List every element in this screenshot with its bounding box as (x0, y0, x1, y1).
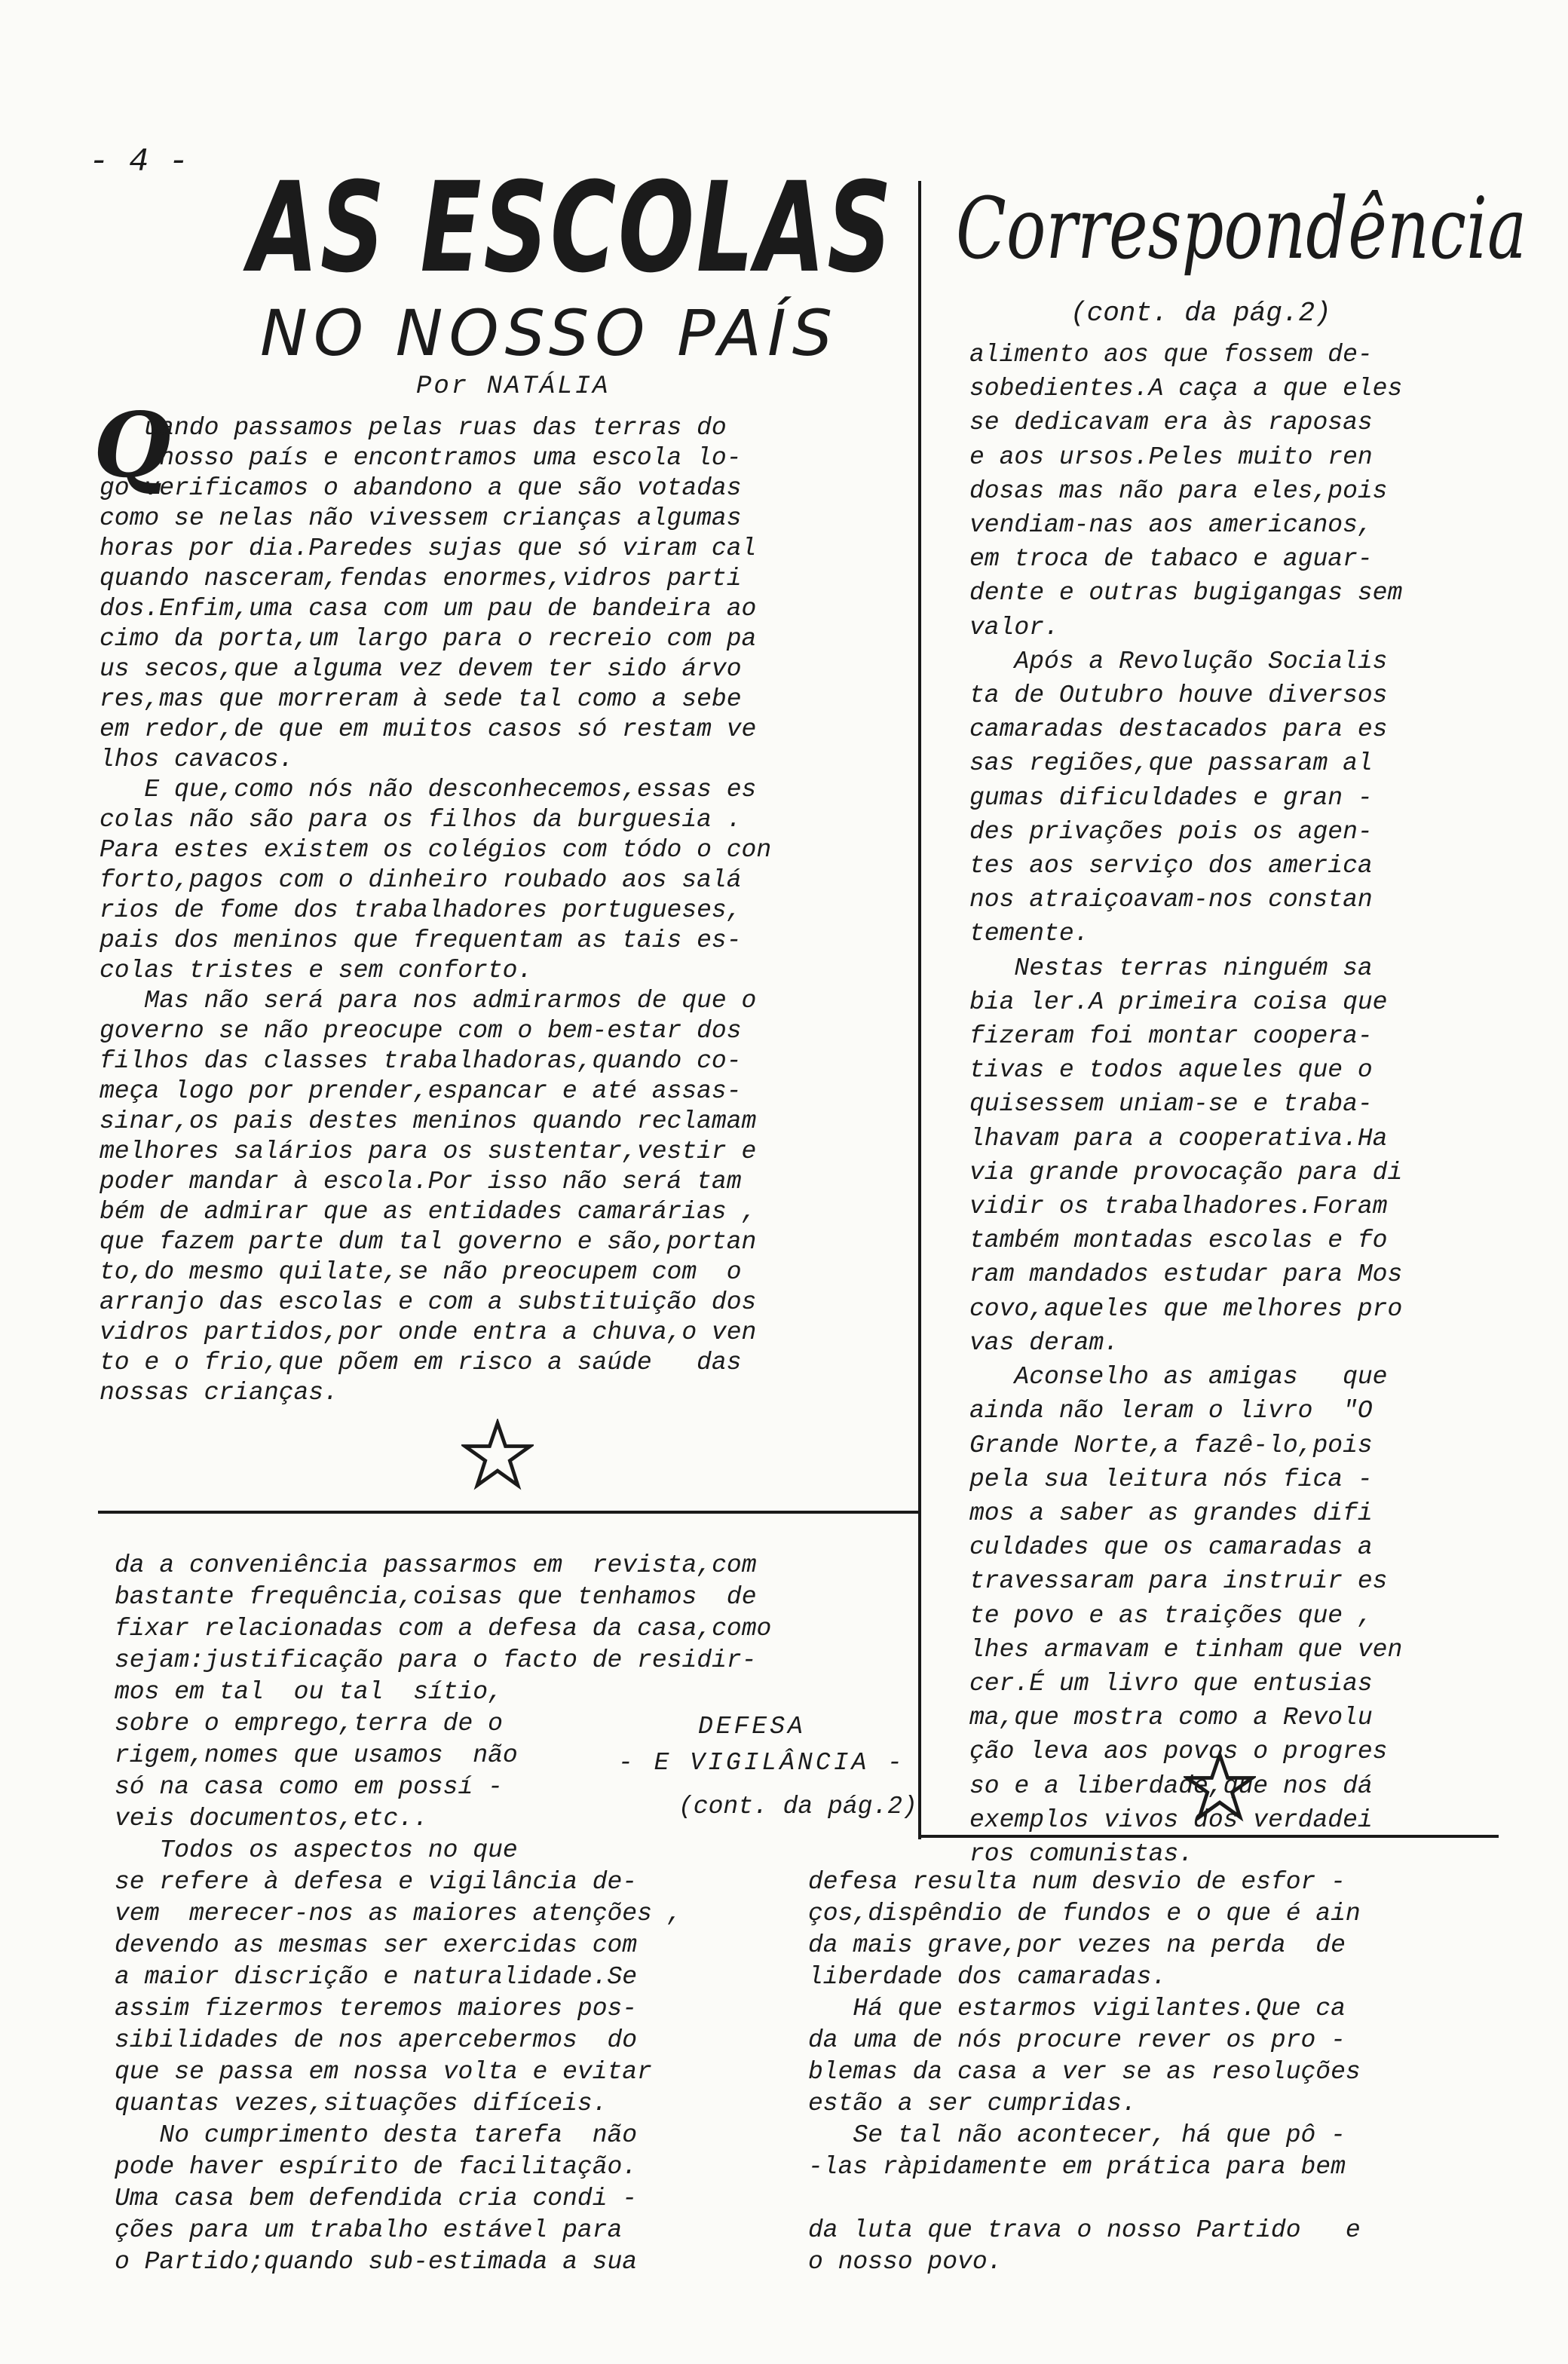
text-line: o Partido;quando sub-estimada a sua (115, 2248, 638, 2276)
text-line: só na casa como em possí - (115, 1773, 503, 1801)
text-line: ma,que mostra como a Revolu (969, 1704, 1373, 1732)
text-line: da mais grave,por vezes na perda de (808, 1931, 1346, 1959)
text-line: via grande provocação para di (969, 1158, 1403, 1187)
text-line: filhos das classes trabalhadoras,quando co- (100, 1047, 742, 1075)
defesa-intro (115, 1550, 906, 1708)
text-line: veis documentos,etc.. (115, 1805, 428, 1833)
text-line: culdades que os camaradas a (969, 1533, 1373, 1562)
text-line: Aconselho as amigas que (969, 1363, 1388, 1392)
defesa-right-column (808, 1866, 1502, 2278)
text-line (808, 2183, 1502, 2215)
defesa-left-column (115, 1866, 778, 2278)
text-line: lhavam para a cooperativa.Ha (969, 1124, 1388, 1153)
text-line: ços,dispêndio de fundos e o que é ain (808, 1900, 1361, 1928)
text-line: quando nasceram,fendas enormes,vidros parti (100, 565, 742, 593)
text-line: pode haver espírito de facilitação. (115, 2153, 638, 2181)
text-line: des privações pois os agen- (969, 817, 1373, 846)
text-line: to,do mesmo quilate,se não preocupem com o (100, 1258, 742, 1286)
text-line: governo se não preocupe com o bem-estar dos (100, 1017, 742, 1045)
text-line: fizeram foi montar coopera- (969, 1022, 1373, 1051)
text-line: dente e outras bugigangas sem (969, 579, 1403, 608)
text-line: valor. (969, 613, 1059, 642)
text-line: vidir os trabalhadores.Foram (969, 1193, 1388, 1221)
defesa-inset-text (115, 1708, 612, 1866)
text-line: uando passamos pelas ruas das terras do (100, 414, 727, 442)
text-line: covo,aqueles que melhores pro (969, 1294, 1403, 1323)
continuation-note: (cont. da pág.2) (1070, 298, 1331, 329)
text-line: quisessem uniam-se e traba- (969, 1090, 1373, 1119)
text-line: bastante frequência,coisas que tenhamos de (115, 1583, 757, 1611)
text-line: dosas mas não para eles,pois (969, 476, 1388, 505)
text-line: to e o frio,que põem em risco a saúde das (100, 1349, 742, 1376)
text-line: bém de admirar que as entidades camarárias , (100, 1198, 757, 1226)
text-line: mos em tal ou tal sítio, (115, 1678, 503, 1706)
text-line: gumas dificuldades e gran - (969, 783, 1373, 812)
text-line: da a conveniência passarmos em revista,com (115, 1551, 757, 1579)
text-line: temente. (969, 920, 1089, 948)
text-line: fixar relacionadas com a defesa da casa,como (115, 1615, 772, 1643)
article-byline: Por NATÁLIA (416, 372, 611, 401)
text-line: Após a Revolução Socialis (969, 647, 1388, 675)
text-line: Há que estarmos vigilantes.Que ca (808, 1995, 1346, 2023)
column-divider (918, 181, 921, 1839)
text-line: vidros partidos,por onde entra a chuva,o ven (100, 1318, 757, 1346)
text-line: que fazem parte dum tal governo e são,portan (100, 1228, 757, 1256)
text-line: tes aos serviço dos america (969, 852, 1373, 880)
text-line: rios de fome dos trabalhadores portugueses, (100, 896, 742, 924)
text-line: No cumprimento desta tarefa não (115, 2121, 638, 2149)
text-line: liberdade dos camaradas. (808, 1963, 1167, 1991)
text-line: dos.Enfim,uma casa com um pau de bandeira ao (100, 595, 757, 623)
text-line: exemplos vivos dos verdadei (969, 1805, 1373, 1834)
text-line: se refere à defesa e vigilância de- (115, 1868, 638, 1896)
text-line: estão a ser cumpridas. (808, 2090, 1137, 2117)
article-body (100, 413, 906, 1408)
text-line: pais dos meninos que frequentam as tais es- (100, 926, 742, 954)
text-line: Para estes existem os colégios com tódo o con (100, 836, 772, 864)
text-line: Uma casa bem defendida cria condi - (115, 2185, 638, 2212)
text-line: cer.É um livro que entusias (969, 1669, 1373, 1698)
text-line: tivas e todos aqueles que o (969, 1056, 1373, 1085)
text-line: ros comunistas. (969, 1839, 1194, 1868)
text-line: mos a saber as grandes difi (969, 1499, 1373, 1527)
text-line: pela sua leitura nós fica - (969, 1465, 1373, 1493)
text-line: blemas da casa a ver se as resoluções (808, 2058, 1361, 2086)
page-number: - 4 - (89, 143, 189, 181)
text-line: defesa resulta num desvio de esfor - (808, 1868, 1346, 1896)
text-line: a maior discrição e naturalidade.Se (115, 1963, 638, 1991)
text-line: nos atraiçoavam-nos constan (969, 886, 1373, 914)
defesa-label-continuation: (cont. da pág.2) (678, 1793, 917, 1820)
text-line: ainda não leram o livro "O (969, 1397, 1373, 1425)
text-line: sibilidades de nos apercebermos do (115, 2026, 638, 2054)
text-line: arranjo das escolas e com a substituição dos (100, 1288, 757, 1316)
text-line: cimo da porta,um largo para o recreio com pa (100, 625, 757, 653)
article-subtitle: NO NOSSO PAÍS (260, 296, 839, 370)
text-line: lhes armavam e tinham que ven (969, 1635, 1403, 1664)
text-line: ram mandados estudar para Mos (969, 1260, 1403, 1289)
text-line: Nestas terras ninguém sa (969, 954, 1373, 982)
text-line: E que,como nós não desconhecemos,essas es (100, 776, 757, 804)
text-line: us secos,que alguma vez devem ter sido árvo (100, 655, 742, 683)
text-line: camaradas destacados para es (969, 715, 1388, 744)
text-line: sejam:justificação para o facto de residir- (115, 1646, 757, 1674)
text-line: em troca de tabaco e aguar- (969, 545, 1373, 574)
text-line: rigem,nomes que usamos não (115, 1741, 518, 1769)
text-line: go verificamos o abandono a que são votadas (100, 474, 742, 502)
star-icon (1184, 1750, 1256, 1823)
text-line: vas deram. (969, 1328, 1119, 1357)
text-line: Todos os aspectos no que (115, 1836, 518, 1864)
text-line: bia ler.A primeira coisa que (969, 988, 1388, 1016)
text-line: da luta que trava o nosso Partido e (808, 2216, 1361, 2244)
text-line: assim fizermos teremos maiores pos- (115, 1995, 638, 2023)
text-line: como se nelas não vivessem crianças algumas (100, 504, 742, 532)
text-line: sobedientes.A caça a que eles (969, 375, 1403, 403)
text-line: sinar,os pais destes meninos quando reclamam (100, 1107, 757, 1135)
text-line: colas não são para os filhos da burguesia . (100, 806, 742, 834)
text-line: melhores salários para os sustentar,vestir e (100, 1138, 757, 1165)
text-line: horas por dia.Paredes sujas que só viram cal (100, 534, 757, 562)
text-line: ções para um trabalho estável para (115, 2216, 623, 2244)
text-line: forto,pagos com o dinheiro roubado aos salá (100, 866, 742, 894)
text-line: so e a liberdade,que nos dá (969, 1771, 1373, 1800)
text-line: devendo as mesmas ser exercidas com (115, 1931, 638, 1959)
text-line: nosso país e encontramos uma escola lo- (100, 444, 742, 472)
text-line: -las ràpidamente em prática para bem (808, 2153, 1346, 2181)
text-line: sas regiões,que passaram al (969, 749, 1373, 778)
text-line: meça logo por prender,espancar e até assas- (100, 1077, 742, 1105)
text-line: alimento aos que fossem de- (969, 341, 1373, 369)
text-line: que se passa em nossa volta e evitar (115, 2058, 652, 2086)
correspondence-body (969, 338, 1497, 1871)
defesa-label-subtitle: - E VIGILÂNCIA - (618, 1749, 905, 1777)
text-line: Mas não será para nos admirarmos de que o (100, 987, 757, 1015)
article-title: AS ESCOLAS (249, 155, 894, 300)
text-line: o nosso povo. (808, 2248, 1003, 2276)
text-line: se dedicavam era às raposas (969, 409, 1373, 437)
text-line: res,mas que morreram à sede tal como a sebe (100, 685, 742, 713)
text-line: vem merecer-nos as maiores atenções , (115, 1900, 682, 1928)
text-line: sobre o emprego,terra de o (115, 1710, 503, 1738)
text-line: da uma de nós procure rever os pro - (808, 2026, 1346, 2054)
text-line: quantas vezes,situações difíceis. (115, 2090, 608, 2117)
star-icon (461, 1419, 534, 1491)
text-line: também montadas escolas e fo (969, 1226, 1388, 1255)
text-line: lhos cavacos. (100, 746, 294, 773)
defesa-label-title: DEFESA (698, 1713, 806, 1741)
section-divider-left (98, 1511, 920, 1514)
text-line: nossas crianças. (100, 1379, 338, 1407)
text-line: ção leva aos povos o progres (969, 1738, 1388, 1766)
correspondence-title: Correspondência (956, 180, 1527, 278)
text-line: poder mandar à escola.Por isso não será tam (100, 1168, 742, 1196)
text-line: Se tal não acontecer, há que pô - (808, 2121, 1346, 2149)
text-line: te povo e as traições que , (969, 1601, 1373, 1630)
drop-cap: Q (93, 393, 171, 498)
text-line: vendiam-nas aos americanos, (969, 511, 1373, 540)
text-line: em redor,de que em muitos casos só restam ve (100, 715, 757, 743)
text-line: Grande Norte,a fazê-lo,pois (969, 1431, 1373, 1459)
text-line: e aos ursos.Peles muito ren (969, 442, 1373, 471)
text-line: travessaram para instruir es (969, 1567, 1388, 1596)
text-line: colas tristes e sem conforto. (100, 957, 533, 984)
text-line: ta de Outubro houve diversos (969, 681, 1388, 710)
